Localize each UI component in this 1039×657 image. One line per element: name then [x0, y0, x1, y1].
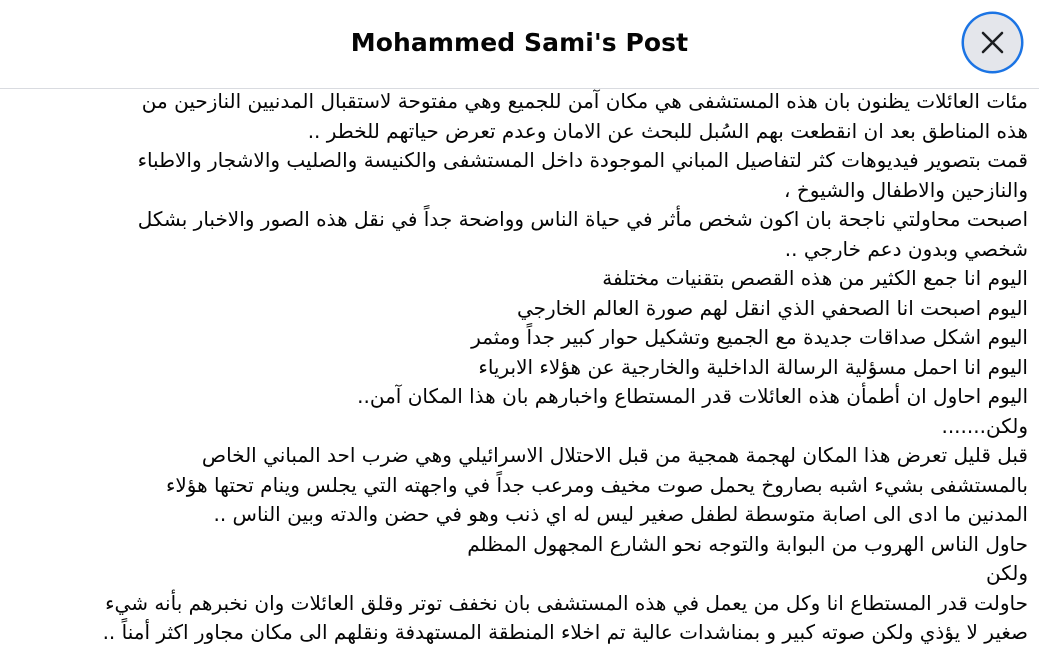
post-line: قبل قليل تعرض هذا المكان لهجمة همجية من قبل الاحتلال الاسرائيلي وهي ضرب احد المباني الخاص	[201, 443, 1028, 467]
post-line: اليوم اصبحت انا الصحفي الذي انقل لهم صورة العالم الخارجي	[516, 295, 1028, 320]
post-line: بالمستشفى بشيء اشبه بصاروخ يحمل صوت مخيف ومرعب جداً في واجهته التي يجلس وينام تحتها هؤلاء	[165, 472, 1028, 497]
dialog-header	[0, 0, 1039, 89]
post-line: هذه المناطق بعد ان انقطعت بهم السُبل للبحث عن الامان وعدم تعرض حياتهم للخطر ..	[307, 118, 1028, 143]
post-line: المدنين ما ادى الى اصابة متوسطة لطفل صغير ليس له اي ذنب وهو في حضن والدته وبين الناس ..	[213, 502, 1028, 526]
post-line: اليوم انا احمل مسؤلية الرسالة الداخلية والخارجية عن هؤلاء الابرياء	[478, 354, 1028, 379]
post-content[interactable]	[12, 89, 1028, 657]
close-button[interactable]	[964, 14, 1021, 71]
post-line: والنازحين والاطفال والشيوخ ،	[784, 177, 1028, 202]
close-x-icon	[980, 30, 1005, 55]
post-line: حاول الناس الهروب من البوابة والتوجه نحو الشارع المجهول المظلم	[467, 531, 1028, 556]
post-line: اصبحت محاولتي ناجحة بان اكون شخص مأثر في حياة الناس وواضحة جداً في نقل هذه الصور والاخبار بشكل	[137, 207, 1028, 231]
post-text	[12, 89, 1028, 648]
post-line: حاولت قدر المستطاع انا وكل من يعمل في هذه المستشفى بان نخفف توتر وقلق العائلات وان نخبرهم بأنه شيء	[105, 590, 1028, 615]
dialog-title: Mohammed Sami's Post	[350, 28, 689, 57]
post-line: اليوم احاول ان أطمأن هذه العائلات قدر المستطاع واخبارهم بان هذا المكان آمن..	[357, 384, 1028, 408]
post-line: اليوم اشكل صداقات جديدة مع الجميع وتشكيل حوار كبير جداً ومثمر	[471, 325, 1028, 349]
post-line: ولكن.......	[941, 413, 1028, 438]
post-line: قمت بتصوير فيديوهات كثر لتفاصيل المباني الموجودة داخل المستشفى والكنيسة والصليب والاشجار والاطباء	[137, 148, 1028, 172]
post-line: مئات العائلات يظنون بان هذه المستشفى هي مكان آمن للجميع وهي مفتوحة لاستقبال المدنيين النازحين من	[141, 89, 1028, 113]
post-line: صغير لا يؤذي ولكن صوته كبير و بمناشدات عالية تم اخلاء المنطقة المستهدفة ونقلهم الى مكان مجاور اكثر أمناً ..	[102, 620, 1028, 644]
post-line: اليوم انا جمع الكثير من هذه القصص بتقنيات مختلفة	[602, 266, 1028, 290]
post-line: شخصي وبدون دعم خارجي ..	[784, 236, 1028, 261]
post-line: ولكن	[985, 561, 1028, 585]
